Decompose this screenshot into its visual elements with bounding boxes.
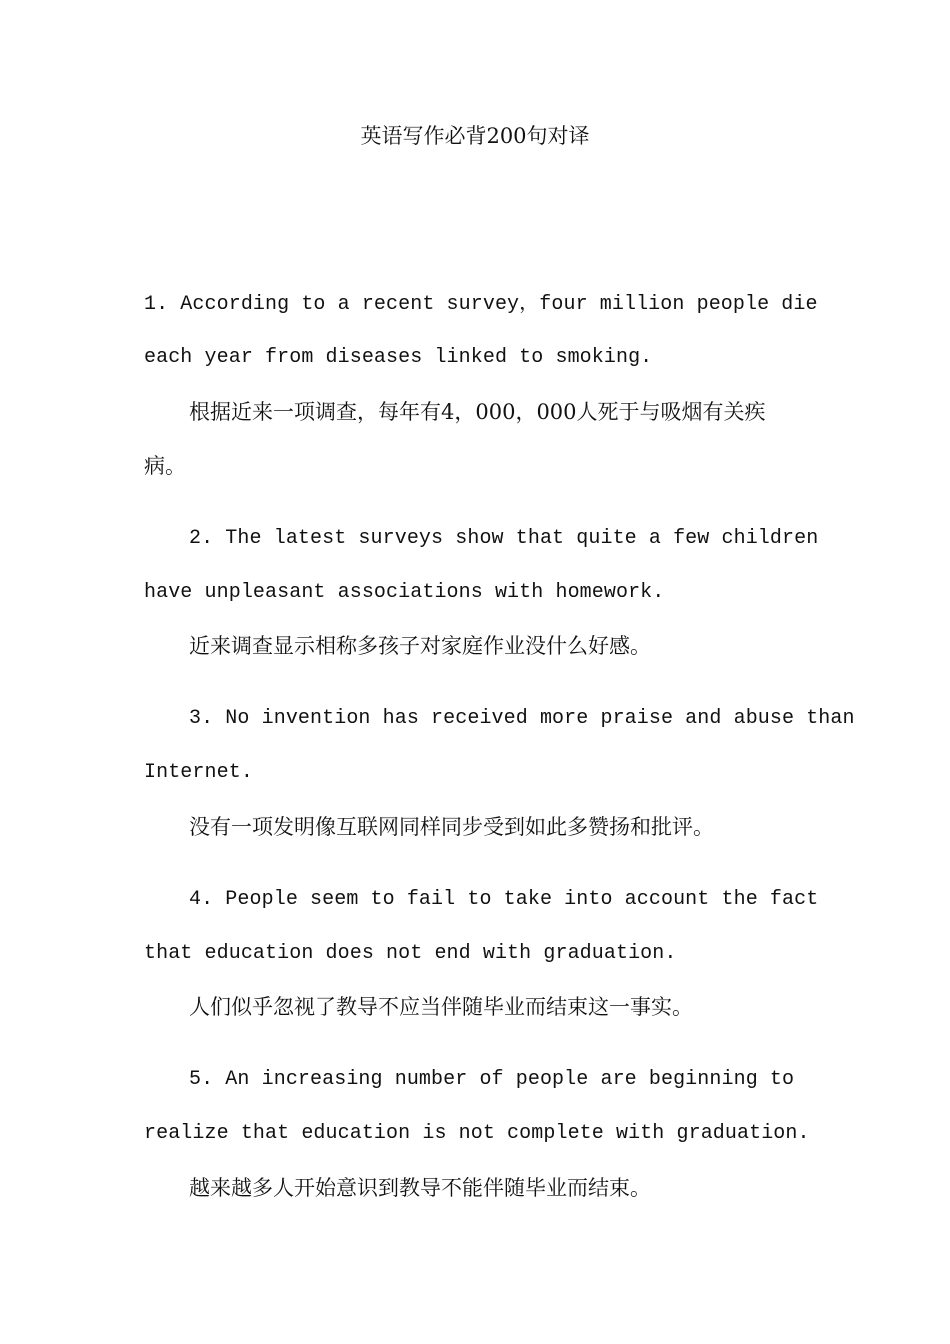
sentence-1-english-line-2: each year from diseases linked to smoking. [144,346,653,369]
sentence-1-english-line-1: 1. According to a recent survey，four million people die [144,293,818,316]
sentence-1-chinese-line-1: 根据近来一项调查，每年有4，000，000人死于与吸烟有关疾 [189,400,766,424]
sentence-2-english-line-1: 2. The latest surveys show that quite a few children [189,527,819,550]
sentence-5-english-line-2: realize that education is not complete with graduation. [144,1122,810,1145]
sentence-3-english-line-2: Internet. [144,761,253,784]
sentence-3-chinese-line-1: 没有一项发明像互联网同样同步受到如此多赞扬和批评。 [189,815,714,839]
sentence-1-chinese-line-2: 病。 [144,454,186,478]
sentence-4-english-line-2: that education does not end with graduation. [144,942,677,965]
sentence-2-chinese-line-1: 近来调查显示相称多孩子对家庭作业没什么好感。 [189,634,651,658]
sentence-5-english-line-1: 5. An increasing number of people are beginning to [189,1068,795,1091]
sentence-4-english-line-1: 4. People seem to fail to take into account the fact [189,888,819,911]
sentence-5-chinese-line-1: 越来越多人开始意识到教导不能伴随毕业而结束。 [189,1176,651,1200]
document-title: 英语写作必背200句对译 [360,124,590,148]
sentence-4-chinese-line-1: 人们似乎忽视了教导不应当伴随毕业而结束这一事实。 [189,995,693,1019]
sentence-2-english-line-2: have unpleasant associations with homework. [144,581,665,604]
sentence-3-english-line-1: 3. No invention has received more praise and abuse than [189,707,855,730]
